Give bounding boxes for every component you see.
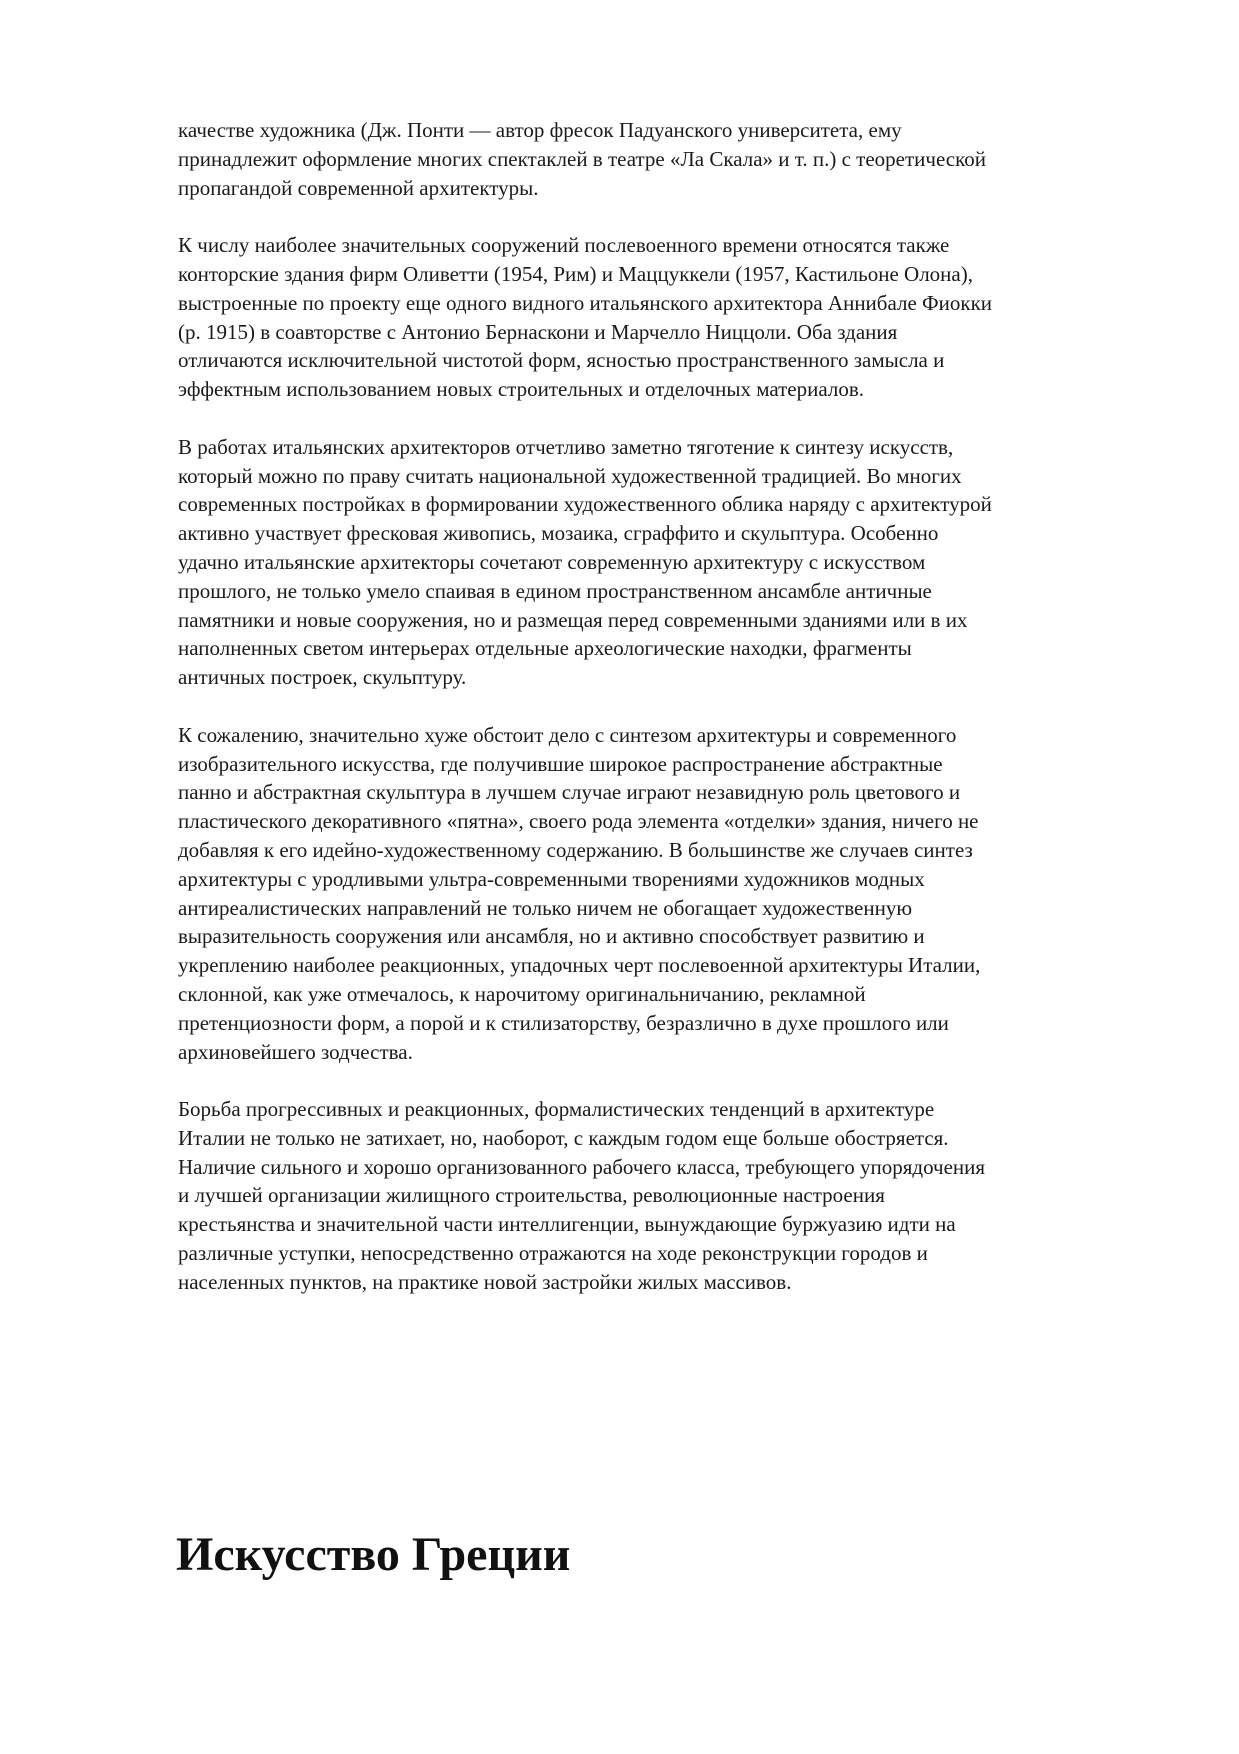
- paragraph: [178, 231, 1158, 404]
- paragraph: [178, 721, 1158, 1067]
- text-line: архиновейшего зодчества.: [178, 1039, 413, 1064]
- text-line: В работах итальянских архитекторов отчетливо заметно тяготение к синтезу искусств,: [178, 434, 954, 459]
- text-line: панно и абстрактная скульптура в лучшем случае играют незавидную роль цветового и: [178, 780, 961, 805]
- text-line: принадлежит оформление многих спектаклей в театре «Ла Скала» и т. п.) с теоретической: [178, 146, 986, 171]
- text-line: К сожалению, значительно хуже обстоит дело с синтезом архитектуры и современного: [178, 722, 957, 747]
- text-line: пластического декоративного «пятна», своего рода элемента «отделки» здания, ничего не: [178, 809, 979, 834]
- paragraph: [178, 116, 1158, 202]
- text-line: эффектным использованием новых строительных и отделочных материалов.: [178, 377, 865, 402]
- text-line: выстроенные по проекту еще одного видного итальянского архитектора Аннибале Фиокки: [178, 290, 993, 315]
- text-line: активно участвует фресковая живопись, мозаика, сграффито и скульптура. Особенно: [178, 521, 939, 546]
- section-heading: Искусство Греции: [176, 1528, 571, 1581]
- text-line: отличаются исключительной чистотой форм, ясностью пространственного замысла и: [178, 348, 945, 373]
- text-line: укреплению наиболее реакционных, упадочных черт послевоенной архитектуры Италии,: [178, 953, 981, 978]
- text-line: антиреалистических направлений не только ничем не обогащает художественную: [178, 895, 913, 920]
- text-line: который можно по праву считать национальной художественной традицией. Во многих: [178, 463, 962, 488]
- text-line: архитектуры с уродливыми ультра-современными творениями художников модных: [178, 866, 925, 891]
- text-line: населенных пунктов, на практике новой застройки жилых массивов.: [178, 1269, 792, 1294]
- text-line: претенциозности форм, а порой и к стилизаторству, безразлично в духе прошлого или: [178, 1010, 949, 1035]
- text-line: наполненных светом интерьерах отдельные археологические находки, фрагменты: [178, 636, 912, 661]
- text-line: пропагандой современной архитектуры.: [178, 175, 539, 200]
- text-line: выразительность сооружения или ансамбля, но и активно способствует развитию и: [178, 924, 925, 949]
- text-line: склонной, как уже отмечалось, к нарочитому оригинальничанию, рекламной: [178, 981, 866, 1006]
- text-line: крестьянства и значительной части интеллигенции, вынуждающие буржуазию идти на: [178, 1212, 956, 1237]
- text-line: удачно итальянские архитекторы сочетают современную архитектуру с искусством: [178, 549, 926, 574]
- text-line: конторские здания фирм Оливетти (1954, Рим) и Маццуккели (1957, Кастильоне Олона),: [178, 261, 973, 286]
- text-line: добавляя к его идейно-художественному содержанию. В большинстве же случаев синтез: [178, 837, 973, 862]
- text-line: различные уступки, непосредственно отражаются на ходе реконструкции городов и: [178, 1241, 928, 1266]
- text-line: Наличие сильного и хорошо организованного рабочего класса, требующего упорядочения: [178, 1154, 986, 1179]
- text-line: современных постройках в формировании художественного облика наряду с архитектурой: [178, 492, 992, 517]
- text-line: античных построек, скульптуру.: [178, 665, 467, 690]
- body-text: [178, 116, 1158, 1325]
- text-line: Италии не только не затихает, но, наоборот, с каждым годом еще больше обостряется.: [178, 1125, 949, 1150]
- text-line: прошлого, не только умело спаивая в едином пространственном ансамбле античные: [178, 578, 932, 603]
- text-line: изобразительного искусства, где получившие широкое распространение абстрактные: [178, 751, 943, 776]
- paragraph: [178, 433, 1158, 692]
- text-line: качестве художника (Дж. Понти — автор фресок Падуанского университета, ему: [178, 118, 902, 142]
- text-line: (р. 1915) в соавторстве с Антонио Бернаскони и Марчелло Ниццоли. Оба здания: [178, 319, 898, 344]
- text-line: памятники и новые сооружения, но и размещая перед современными зданиями или в их: [178, 607, 968, 632]
- text-line: и лучшей организации жилищного строительства, революционные настроения: [178, 1183, 885, 1208]
- text-line: К числу наиболее значительных сооружений послевоенного времени относятся также: [178, 233, 950, 258]
- text-line: Борьба прогрессивных и реакционных, формалистических тенденций в архитектуре: [178, 1097, 935, 1122]
- paragraph: [178, 1095, 1158, 1297]
